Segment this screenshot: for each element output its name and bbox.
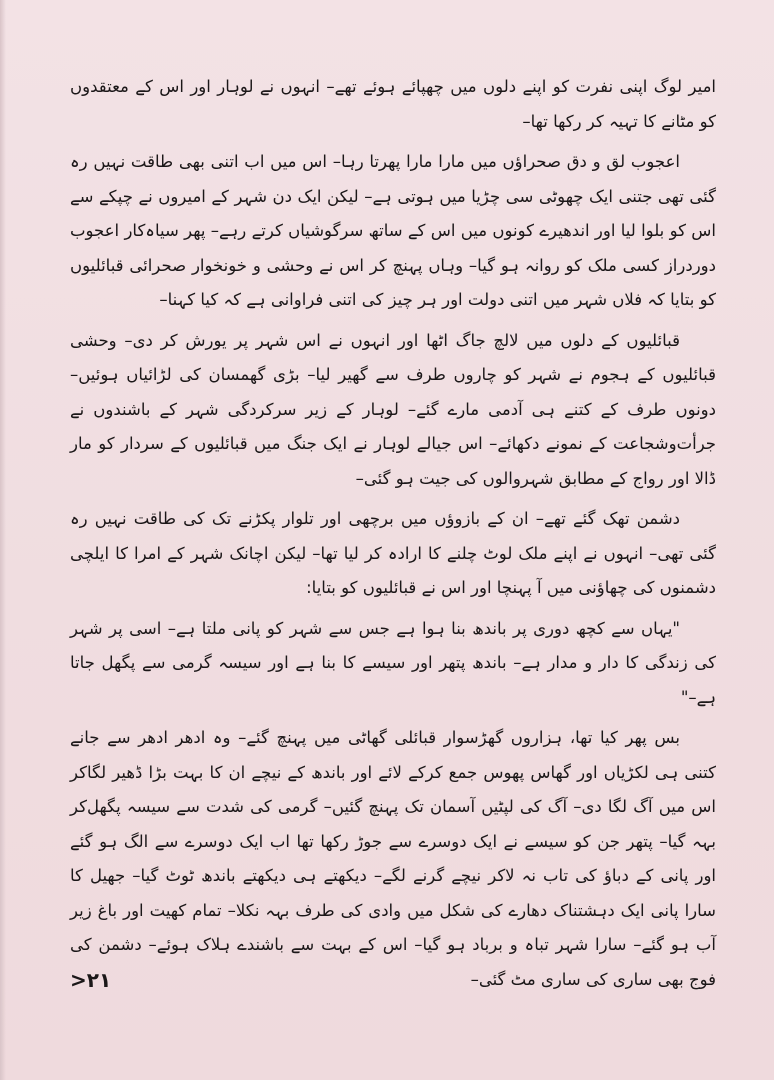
paragraph: بس پھر کیا تھا، ہزاروں گھڑسوار قبائلی گھاٹی میں پہنچ گئے– وہ ادھر ادھر سے جانے کتنی ہی لکڑیاں اور گھاس پھوس جمع کرکے لائے اور باندھ کے نیچے ان کا بہت بڑا ڈھیر لگاکر اس میں آگ لگا دی– آگ کی لپٹیں آسمان تک پہنچ گئیں– گرمی کی شدت سے سیسہ پگھل‌کر بہہ گیا– پتھر جن کو سیسے نے ایک دوسرے سے جوڑ رکھا تھا اب ایک دوسرے سے الگ ہو گئے اور پانی کے دباؤ کی تاب نہ لاکر نیچے گرنے لگے– دیکھتے ہی دیکھتے باندھ ٹوٹ گیا– جھیل کا سارا پانی ایک دہشتناک دھارے کی شکل میں وادی کی طرف بہہ نکلا– تمام کھیت اور باغ زیر آب ہو گئے– سارا شہر تباہ و برباد ہو گیا– اس کے بہت سے باشندے ہلاک ہوئے– دشمن کی فوج بھی ساری کی ساری مٹ گئی– [70, 728, 716, 989]
paragraph: قبائلیوں کے دلوں میں لالچ جاگ اٹھا اور انہوں نے اس شہر پر یورش کر دی– وحشی قبائلیوں کے ہجوم نے شہر کو چاروں طرف سے گھیر لیا– بڑی گھمسان کی لڑائیاں ہوئیں– دونوں طرف کے کتنے ہی آدمی مارے گئے– لوہار کے زیر سرکردگی شہر کے باشندوں نے جرأت‌وشجاعت کے نمونے دکھائے– اس جیالے لوہار نے ایک جنگ میں قبائلیوں کے سردار کو مار ڈالا اور رواج کے مطابق شہروالوں کی جیت ہو گئی– [70, 330, 716, 488]
quoted-passage: "یہاں سے کچھ دوری پر باندھ بنا ہوا ہے جس سے شہر کو پانی ملتا ہے– اسی پر شہر کی زندگی کا دار و مدار ہے– باندھ پتھر اور سیسے کا بنا ہے اور سیسہ گرمی سے پگھل جاتا ہے–" [70, 618, 716, 707]
page-binding-shadow [0, 0, 6, 1080]
page-number: ۲۱< [70, 968, 112, 992]
body-text [70, 70, 716, 1003]
paragraph: امیر لوگ اپنی نفرت کو اپنے دلوں میں چھپائے ہوئے تھے– انہوں نے لوہار اور اس کے معتقدوں کو مٹانے کا تہیہ کر رکھا تھا– [70, 77, 716, 131]
paragraph: دشمن تھک گئے تھے– ان کے بازوؤں میں برچھی اور تلوار پکڑنے تک کی طاقت نہیں رہ گئی تھی– انہوں نے اپنے ملک لوٹ چلنے کا ارادہ کر لیا تھا– لیکن اچانک شہر کے امرا کا ایلچی دشمنوں کی چھاؤنی میں آ پہنچا اور اس نے قبائلیوں کو بتایا: [70, 509, 716, 597]
paragraph: اعجوب لق و دق صحراؤں میں مارا مارا پھرتا رہا– اس میں اب اتنی بھی طاقت نہیں رہ گئی تھی جتنی ایک چھوٹی سی چڑیا میں ہوتی ہے– لیکن ایک دن شہر کے امیروں نے چپکے سے اس کو بلوا لیا اور اندھیرے کونوں میں اس کے ساتھ سرگوشیاں کرتے رہے– پھر سیاہ‌کار اعجوب دوردراز کسی ملک کو روانہ ہو گیا– وہاں پہنچ کر اس نے وحشی و خونخوار صحرائی قبائلیوں کو بتایا کہ فلاں شہر میں اتنی دولت اور ہر چیز کی اتنی فراوانی ہے کہ کیا کہنا– [70, 152, 716, 309]
